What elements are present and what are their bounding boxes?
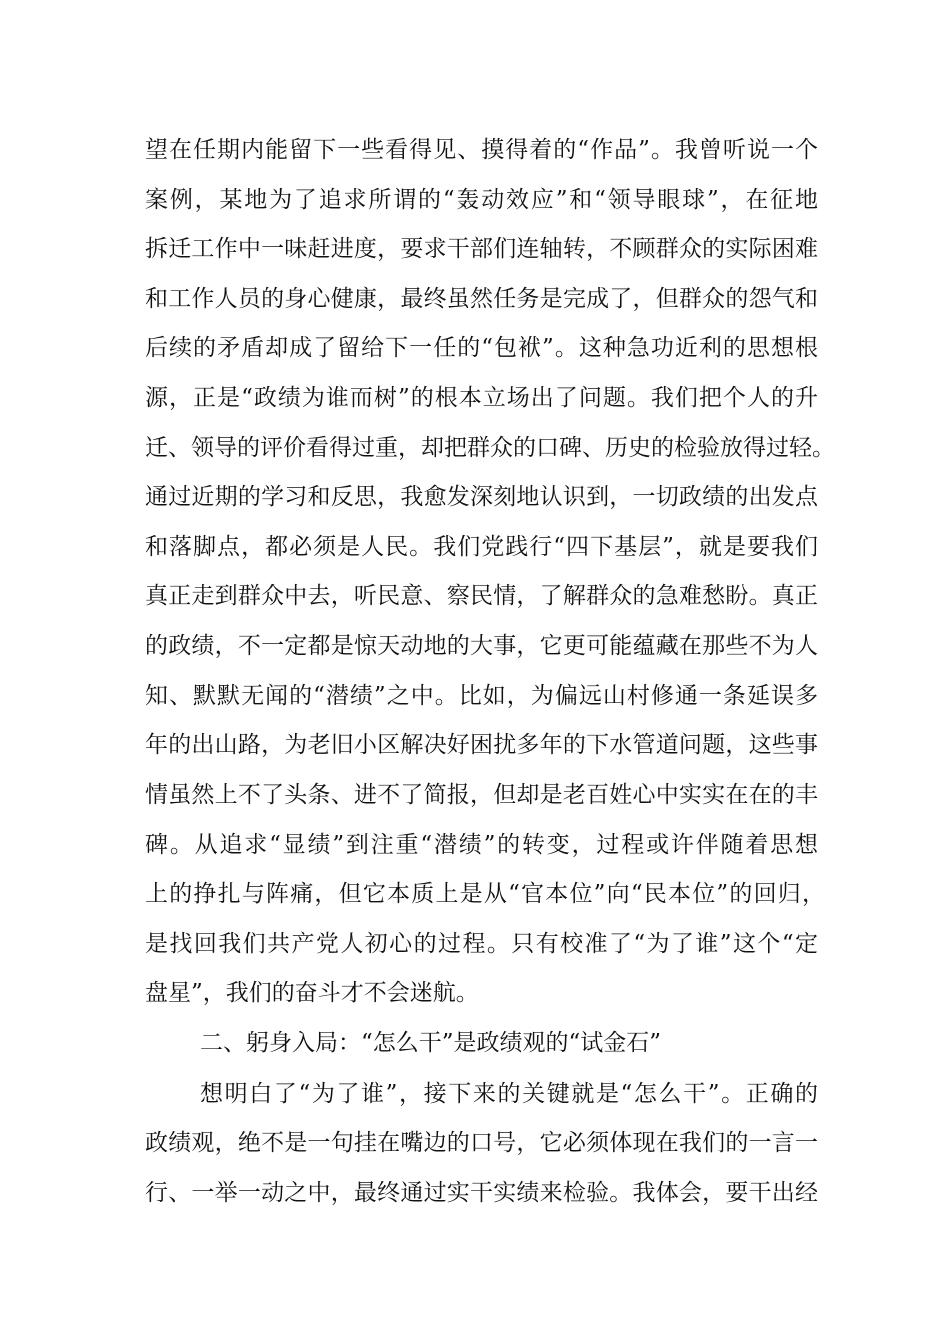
text-line: 拆迁工作中一味赶进度，要求干部们连轴转，不顾群众的实际困难: [145, 236, 818, 262]
text-line: 和工作人员的身心健康，最终虽然任务是完成了，但群众的怨气和: [145, 286, 818, 312]
text-line: 行、一举一动之中，最终通过实干实绩来检验。我体会，要干出经: [145, 1180, 818, 1206]
section-heading: 二、躬身入局：“怎么干”是政绩观的“试金石”: [200, 1030, 662, 1056]
text-line: 年的出山路，为老旧小区解决好困扰多年的下水管道问题，这些事: [145, 732, 818, 758]
text-line: 碑。从追求“显绩”到注重“潜绩”的转变，过程或许伴随着思想: [145, 832, 818, 858]
text-line: 源，正是“政绩为谁而树”的根本立场出了问题。我们把个人的升: [145, 385, 818, 411]
text-line: 想明白了“为了谁”，接下来的关键就是“怎么干”。正确的: [200, 1081, 818, 1107]
text-line: 盘星”，我们的奋斗才不会迷航。: [145, 980, 479, 1006]
text-line: 的政绩，不一定都是惊天动地的大事，它更可能蕴藏在那些不为人: [145, 633, 818, 659]
text-line: 和落脚点，都必须是人民。我们党践行“四下基层”，就是要我们: [145, 534, 818, 560]
text-line: 真正走到群众中去，听民意、察民情，了解群众的急难愁盼。真正: [145, 583, 818, 609]
text-line: 是找回我们共产党人初心的过程。只有校准了“为了谁”这个“定: [145, 931, 818, 957]
text-line: 上的挣扎与阵痛，但它本质上是从“官本位”向“民本位”的回归，: [145, 881, 825, 907]
text-line: 知、默默无闻的“潜绩”之中。比如，为偏远山村修通一条延误多: [145, 683, 818, 709]
text-line: 迁、领导的评价看得过重，却把群众的口碑、历史的检验放得过轻。: [145, 435, 835, 461]
text-line: 后续的矛盾却成了留给下一任的“包袱”。这种急功近利的思想根: [145, 335, 818, 361]
text-line: 政绩观，绝不是一句挂在嘴边的口号，它必须体现在我们的一言一: [145, 1130, 818, 1156]
text-line: 通过近期的学习和反思，我愈发深刻地认识到，一切政绩的出发点: [145, 484, 818, 510]
text-line: 案例，某地为了追求所谓的“轰动效应”和“领导眼球”，在征地: [145, 187, 818, 213]
text-line: 情虽然上不了头条、进不了简报，但却是老百姓心中实实在在的丰: [145, 782, 818, 808]
text-line: 望在任期内能留下一些看得见、摸得着的“作品”。我曾听说一个: [145, 137, 818, 163]
